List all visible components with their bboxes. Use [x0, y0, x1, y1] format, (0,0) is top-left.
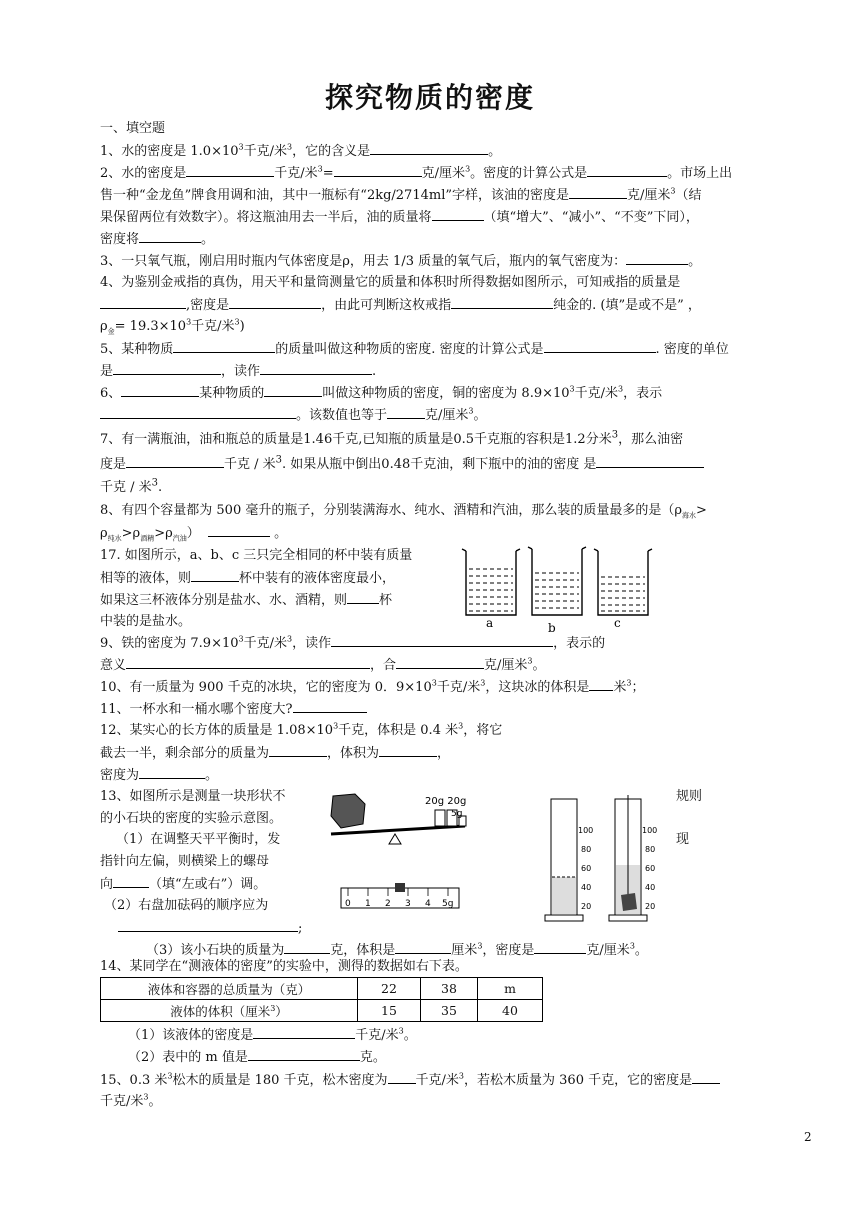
question-17-line-1: 17. 如图所示，a、b、c 三只完全相同的杯中装有质量	[100, 548, 413, 563]
svg-text:100: 100	[578, 826, 594, 835]
answer-blank	[692, 1069, 720, 1084]
answer-blank	[589, 676, 613, 691]
question-12-line-1: 12、某实心的长方体的质量是 $1.08\times 10^3$千克，体积是 0.4 米$^3$，将它	[100, 721, 503, 738]
answer-blank	[208, 522, 270, 537]
question-4-line-2: ,密度是 ，由此可判断这枚戒指 纯金的. (填”是或不是” ，	[100, 294, 810, 317]
question-4-line-3: $\rho_金= 19.3\times 10^3$千克/米$^3$)	[100, 317, 245, 336]
graduated-cylinders	[535, 795, 670, 925]
question-13-line-1: 13、如图所示是测量一块形状不	[100, 789, 286, 804]
answer-blank	[248, 1046, 360, 1061]
answer-blank	[387, 404, 425, 419]
svg-text:4: 4	[425, 899, 431, 909]
answer-blank	[626, 250, 688, 265]
weights-label: 20g 20g	[425, 796, 467, 807]
answer-blank	[293, 698, 367, 713]
cup-label-a: a	[486, 616, 494, 630]
stone-on-pan-icon	[331, 794, 365, 828]
question-10: 10、有一质量为 900 千克的冰块，它的密度为 0．$9\times 10^3$千克/米$^3$，这块冰的体积是 米$^3$；	[100, 676, 810, 699]
question-12-line-2: 截去一半，剩余部分的质量为 ，体积为 ，	[100, 742, 810, 765]
answer-blank	[118, 917, 298, 932]
question-7-line-1: 7、有一满瓶油，油和瓶总的质量是1.46千克,已知瓶的质量是0.5千克瓶的容积是1.2分米$^3$，那么油密	[100, 429, 684, 447]
question-17-line-2: 相等的液体，则 杯中装有的液体密度最小，	[100, 567, 810, 590]
answer-blank	[253, 1024, 355, 1039]
question-13-part-1a: （1）在调整天平平衡时，发	[116, 832, 281, 847]
answer-blank	[100, 294, 186, 309]
question-9-line-1: 9、铁的密度为 $7.9\times 10^3$千克/米$^3$，读作 ，表示的	[100, 632, 810, 655]
answer-blank	[264, 382, 322, 397]
question-13-part-3: （3）该小石块的质量为 克，体积是 厘米$^3$，密度是 克/厘米$^3$。	[146, 939, 806, 962]
cup-label-c: c	[614, 616, 621, 630]
answer-blank	[260, 360, 372, 375]
answer-blank	[121, 382, 199, 397]
question-7-line-3: 千克 / 米$^3$.	[100, 477, 163, 495]
svg-text:3: 3	[405, 899, 411, 909]
svg-text:20: 20	[581, 902, 592, 911]
answer-blank	[269, 742, 327, 757]
svg-text:2: 2	[385, 899, 391, 909]
question-14-sub-1: （1）该液体的密度是 千克/米$^3$。	[128, 1024, 728, 1047]
answer-blank	[334, 162, 422, 177]
answer-blank	[388, 1069, 416, 1084]
stone-in-cylinder-icon	[621, 893, 637, 911]
answer-blank	[379, 742, 437, 757]
question-13-side-1: 规则	[676, 789, 703, 804]
answer-blank	[113, 873, 149, 888]
question-14: 14、某同学在“测液体的密度”的实验中，测得的数据如右下表。	[100, 959, 468, 974]
question-13-line-2: 的小石块的密度的实验示意图。	[100, 811, 283, 826]
rider-scale	[340, 880, 462, 914]
section-heading: 一、填空题	[100, 121, 166, 136]
answer-blank	[126, 453, 224, 468]
table-row: 液体的体积（厘米$^3$） 15 35 40	[101, 1000, 543, 1022]
question-9-line-2: 意义 ，合 克/厘米$^3$。	[100, 654, 810, 677]
question-13-part-1b: 指针向左偏，则横梁上的螺母	[100, 854, 270, 869]
cups-diagram	[460, 545, 660, 635]
answer-blank	[370, 140, 488, 155]
answer-blank	[331, 632, 553, 647]
question-17-line-3: 如果这三杯液体分别是盐水、水、酒精，则 杯	[100, 589, 810, 612]
answer-blank	[173, 338, 275, 353]
page-number: 2	[804, 1130, 812, 1144]
svg-text:20: 20	[645, 902, 656, 911]
question-3: 3、一只氧气瓶，刚启用时瓶内气体密度是ρ，用去 1/3 质量的氧气后，瓶内的氧气密度为： 。	[100, 250, 810, 273]
question-5-line-2: 是 ，读作 .	[100, 360, 810, 383]
question-4-line-1: 4、为鉴别金戒指的真伪，用天平和量筒测量它的质量和体积时所得数据如图所示，可知戒指的质量是	[100, 275, 681, 290]
svg-text:80: 80	[645, 845, 656, 854]
balance-diagram	[325, 790, 470, 858]
question-13-part-1c: 向 （填“左或右”）调。	[100, 873, 320, 896]
answer-blank	[100, 404, 296, 419]
question-8-line-2: $\rho_{纯水}>\rho_{酒精}>\rho_{汽油}$） 。	[100, 522, 810, 550]
answer-blank	[347, 589, 379, 604]
answer-blank	[126, 654, 370, 669]
page-title: 探究物质的密度	[324, 81, 535, 114]
question-5-line-1: 5、某种物质 的质量叫做这种物质的密度. 密度的计算公式是 . 密度的单位	[100, 338, 810, 361]
answer-blank	[451, 294, 553, 309]
question-7-line-2: 度是 千克 / 米$^3$. 如果从瓶中倒出0.48千克油，剩下瓶中的油的密度 是	[100, 453, 810, 476]
question-14-sub-2: （2）表中的 m 值是 克。	[128, 1046, 728, 1069]
small-weight-label: 5g	[451, 809, 463, 819]
question-13-part-2: （2）右盘加砝码的顺序应为	[104, 898, 269, 913]
svg-text:80: 80	[581, 845, 592, 854]
question-15-line-2: 千克/米$^3$。	[100, 1092, 162, 1109]
question-13-part-2-blank: ;	[118, 917, 338, 940]
answer-blank	[544, 338, 656, 353]
question-8-line-1: 8、有四个容量都为 500 毫升的瓶子，分别装满海水、纯水、酒精和汽油，那么装的质量最多的是（$\rho_{海水}>$	[100, 503, 707, 520]
answer-blank	[191, 567, 239, 582]
answer-blank	[139, 764, 205, 779]
svg-text:40: 40	[581, 883, 592, 892]
svg-text:40: 40	[645, 883, 656, 892]
question-12-line-3: 密度为 。	[100, 764, 810, 787]
answer-blank	[284, 939, 330, 954]
question-6-line-1: 6、 某种物质的 叫做这种物质的密度，铜的密度为 $8.9\times 10^3$千克/米$^3$，表示	[100, 382, 810, 405]
svg-text:100: 100	[642, 826, 658, 835]
svg-text:1: 1	[365, 899, 371, 909]
answer-blank	[139, 228, 201, 243]
answer-blank	[596, 453, 704, 468]
question-2-line-3: 果保留两位有效数字）。将这瓶油用去一半后，油的质量将 （填“增大”、“减小”、“不变”下同），	[100, 206, 810, 229]
svg-text:0: 0	[345, 899, 351, 909]
question-2-line-1: 2、水的密度是 千克/米$^3$= 克/厘米$^3$。密度的计算公式是 。市场上出	[100, 162, 810, 185]
answer-blank	[432, 206, 484, 221]
question-1: 1、水的密度是 $1.0\times 10^3$千克/米$^3$，它的含义是 。	[100, 140, 810, 163]
question-17-line-4: 中装的是盐水。	[100, 614, 192, 629]
question-13-side-2: 现	[676, 832, 690, 847]
answer-blank	[396, 654, 484, 669]
answer-blank	[534, 939, 586, 954]
answer-blank	[113, 360, 221, 375]
svg-text:5g: 5g	[442, 899, 454, 909]
cup-label-b: b	[548, 621, 556, 635]
answer-blank	[569, 184, 627, 199]
question-15-line-1: 15、0.3 米$^3$松木的质量是 180 千克，松木密度为 千克/米$^3$，若松木质量为 360 千克，它的密度是	[100, 1069, 810, 1092]
data-table	[100, 977, 543, 1022]
question-11: 11、一杯水和一桶水哪个密度大?	[100, 698, 810, 721]
table-row: 液体和容器的总质量为（克） 22 38 m	[101, 978, 543, 1000]
question-6-line-2: 。该数值也等于 克/厘米$^3$。	[100, 404, 810, 427]
answer-blank	[229, 294, 321, 309]
svg-text:60: 60	[581, 864, 592, 873]
answer-blank	[395, 939, 451, 954]
answer-blank	[587, 162, 667, 177]
question-2-line-2: 售一种“金龙鱼”牌食用调和油，其中一瓶标有“2kg/2714ml”字样，该油的密度是 克/厘米$^3$（结	[100, 184, 810, 207]
question-2-line-4: 密度将 。	[100, 228, 810, 251]
svg-text:60: 60	[645, 864, 656, 873]
answer-blank	[186, 162, 274, 177]
